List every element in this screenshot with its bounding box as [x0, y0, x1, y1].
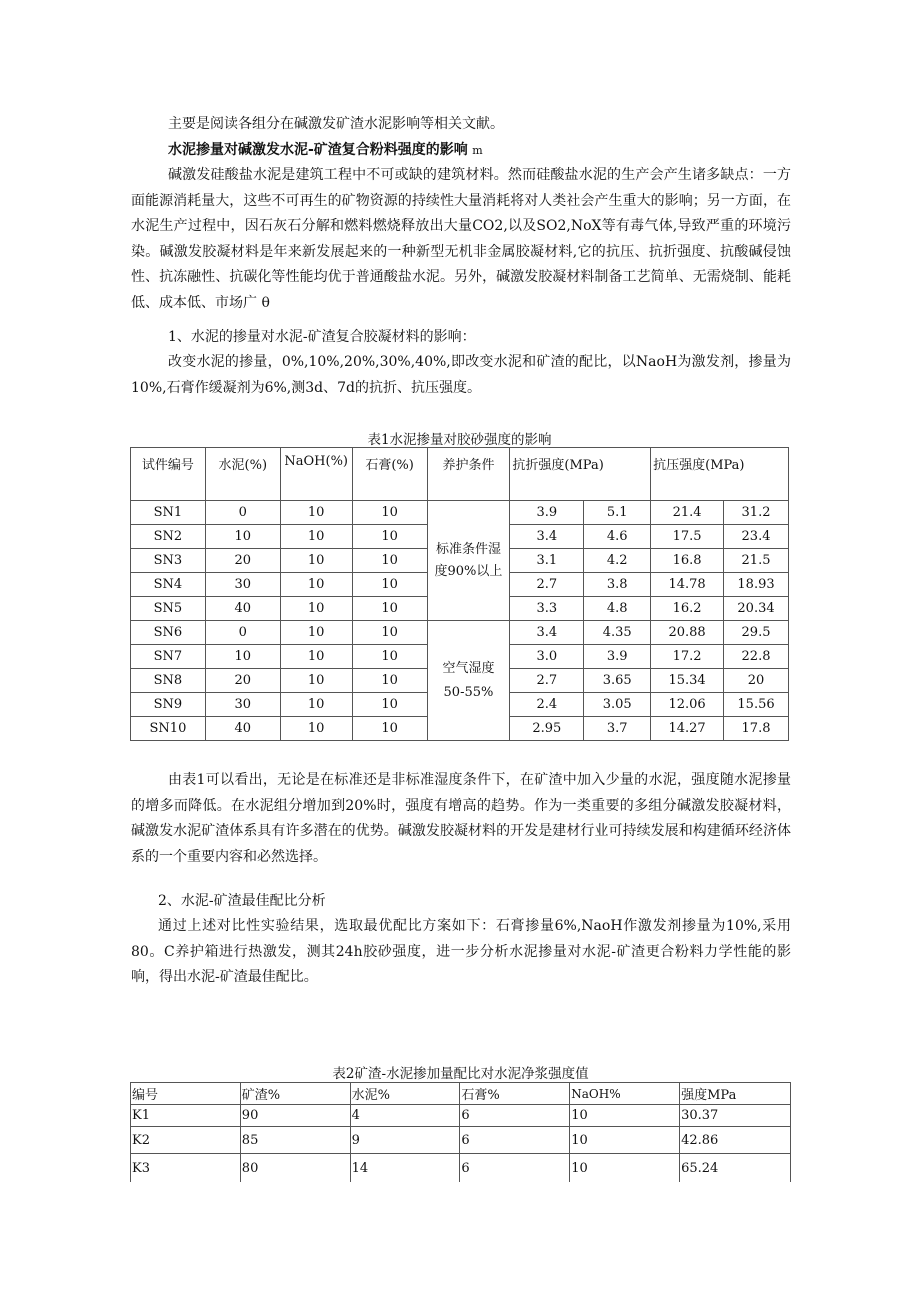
table-row [131, 501, 789, 525]
cell: 3.05 [584, 693, 651, 717]
cell: 30 [205, 693, 280, 717]
cell: 10 [352, 717, 427, 741]
header-cell: 编号 [131, 1083, 241, 1105]
cell: 3.4 [510, 525, 584, 549]
cell: SN7 [131, 645, 206, 669]
cell: 14.27 [651, 717, 724, 741]
analysis-paragraph: 由表1可以看出，无论是在标准还是非标准湿度条件下，在矿渣中加入少量的水泥，强度随水泥掺量的增多而降低。在水泥组分增加到20%时，强度有增高的趋势。作为一类重要的多组分碱激发胶凝材料，碱激发水泥矿渣体系具有许多潜在的优势。碱激发胶凝材料的开发是建材行业可持续发展和构建循环经济体系的一个重要内容和必然选择。 [131, 772, 791, 865]
cell: 18.93 [724, 573, 789, 597]
cell: SN8 [131, 669, 206, 693]
cell: 10 [352, 525, 427, 549]
cell: 10 [280, 717, 352, 741]
cell: 85 [240, 1127, 350, 1154]
cell: 10 [280, 549, 352, 573]
table-row [131, 1127, 791, 1154]
header-cell: 养护条件 [427, 448, 510, 501]
cell: 16.2 [651, 597, 724, 621]
cell: 20 [205, 669, 280, 693]
cell: 29.5 [724, 621, 789, 645]
cell: 2.4 [510, 693, 584, 717]
cell: 14 [350, 1154, 460, 1183]
cell: 3.3 [510, 597, 584, 621]
cell: 22.8 [724, 645, 789, 669]
condition-standard-cell: 标准条件湿度90%以上 [427, 501, 510, 621]
heading-text: 水泥掺量对碱激发水泥-矿渣复合粉料强度的影响 [168, 142, 468, 158]
table2 [130, 1082, 791, 1182]
header-cell: 强度MPa [680, 1083, 791, 1105]
cell: 15.34 [651, 669, 724, 693]
cell: 31.2 [724, 501, 789, 525]
table-row [131, 1154, 791, 1183]
cell: 3.9 [510, 501, 584, 525]
cell: 3.9 [584, 645, 651, 669]
cell: 80 [240, 1154, 350, 1183]
cell: SN6 [131, 621, 206, 645]
header-cell: 石膏% [460, 1083, 570, 1105]
section2-title: 2、水泥-矿渣最佳配比分析 [158, 893, 326, 909]
cell: 20 [724, 669, 789, 693]
cell: 15.56 [724, 693, 789, 717]
heading-mark: m [472, 144, 483, 157]
header-cell: 试件编号 [131, 448, 206, 501]
cell: 17.5 [651, 525, 724, 549]
cell: 65.24 [680, 1154, 791, 1183]
cell: 12.06 [651, 693, 724, 717]
table1-caption: 表1水泥掺量对胶砂强度的影响 [367, 432, 552, 448]
table1-header-row [131, 448, 789, 501]
cell: 4 [350, 1105, 460, 1127]
cell: 17.8 [724, 717, 789, 741]
cell: 10 [205, 525, 280, 549]
header-cell: NaOH% [570, 1083, 680, 1105]
cell: SN10 [131, 717, 206, 741]
cell: 10 [205, 645, 280, 669]
section2-body: 通过上述对比性实验结果，选取最优配比方案如下：石膏掺量6%,NaoH作激发剂掺量为10%,采用80。C养护箱进行热激发，测其24h胶砂强度，进一步分析水泥掺量对水泥-矿渣更合粉料力学性能的影响，得出水泥-矿渣最佳配比。 [131, 918, 791, 986]
cell: 10 [352, 621, 427, 645]
header-cell: 抗压强度(MPa) [651, 448, 789, 501]
cell: 6 [460, 1105, 570, 1127]
cell: 3.7 [584, 717, 651, 741]
table2-header-row [131, 1083, 791, 1105]
cell: SN5 [131, 597, 206, 621]
cell: 10 [352, 597, 427, 621]
cell: 0 [205, 621, 280, 645]
cell: 21.4 [651, 501, 724, 525]
cell: SN9 [131, 693, 206, 717]
cell: 4.35 [584, 621, 651, 645]
cell: 10 [352, 645, 427, 669]
cell: 21.5 [724, 549, 789, 573]
cell: 10 [570, 1105, 680, 1127]
condition-air-cell: 空气湿度50-55% [427, 621, 510, 741]
header-cell: 水泥(%) [205, 448, 280, 501]
header-cell: NaOH(%) [280, 448, 352, 501]
section1-body: 改变水泥的掺量，0%,10%,20%,30%,40%,即改变水泥和矿渣的配比，以NaoH为激发剂，掺量为10%,石膏作缓凝剂为6%,测3d、7d的抗折、抗压强度。 [131, 354, 791, 396]
cell: 20.88 [651, 621, 724, 645]
cell: 14.78 [651, 573, 724, 597]
cell: 23.4 [724, 525, 789, 549]
intro-paragraph: 主要是阅读各组分在碱激发矿渣水泥影响等相关文献。 [168, 116, 504, 132]
cell: 3.65 [584, 669, 651, 693]
cell: 10 [280, 693, 352, 717]
cell: K2 [131, 1127, 241, 1154]
cell: 4.2 [584, 549, 651, 573]
cell: 10 [352, 501, 427, 525]
section1-title: 1、水泥的掺量对水泥-矿渣复合胶凝材料的影响： [168, 329, 476, 345]
cell: SN2 [131, 525, 206, 549]
cell: 9 [350, 1127, 460, 1154]
cell: 4.6 [584, 525, 651, 549]
cell: 5.1 [584, 501, 651, 525]
cell: 2.7 [510, 573, 584, 597]
background-paragraph: 碱激发硅酸盐水泥是建筑工程中不可或缺的建筑材料。然而硅酸盐水泥的生产会产生诸多缺点：一方面能源消耗量大，这些不可再生的矿物资源的持续性大量消耗将对人类社会产生重大的影响；另一方面，在水泥生产过程中，因石灰石分解和燃料燃烧释放出大量CO2,以及SO2,NoX等有毒气体,导致严重的环境污染。碱激发胶凝材料是年来新发展起来的一种新型无机非金属胶凝材料,它的抗压、抗折强度、抗酸碱侵蚀性、抗冻融性、抗碳化等性能均优于普通酸盐水泥。另外，碱激发胶凝材料制备工艺简单、无需烧制、能耗低、成本低、市场广 θ [131, 167, 791, 311]
table-row [131, 621, 789, 645]
cell: 40 [205, 717, 280, 741]
cell: 40 [205, 597, 280, 621]
cell: 42.86 [680, 1127, 791, 1154]
cell: SN1 [131, 501, 206, 525]
cell: 2.95 [510, 717, 584, 741]
cell: 10 [570, 1154, 680, 1183]
cell: 30.37 [680, 1105, 791, 1127]
cell: K1 [131, 1105, 241, 1127]
cell: 90 [240, 1105, 350, 1127]
cell: 2.7 [510, 669, 584, 693]
cell: 10 [280, 669, 352, 693]
cell: 10 [352, 669, 427, 693]
cell: 10 [280, 573, 352, 597]
header-cell: 抗折强度(MPa) [510, 448, 651, 501]
cell: 10 [280, 501, 352, 525]
cell: 16.8 [651, 549, 724, 573]
cell: 10 [570, 1127, 680, 1154]
cell: 17.2 [651, 645, 724, 669]
cell: 20 [205, 549, 280, 573]
cell: 3.4 [510, 621, 584, 645]
table-row [131, 1105, 791, 1127]
cell: SN3 [131, 549, 206, 573]
cell: 30 [205, 573, 280, 597]
cell: 10 [280, 645, 352, 669]
table1 [130, 447, 789, 741]
cell: 10 [280, 525, 352, 549]
cell: 6 [460, 1127, 570, 1154]
cell: 10 [280, 621, 352, 645]
cell: 10 [280, 597, 352, 621]
cell: 10 [352, 693, 427, 717]
cell: K3 [131, 1154, 241, 1183]
cell: 3.1 [510, 549, 584, 573]
cell: 10 [352, 549, 427, 573]
cell: 10 [352, 573, 427, 597]
header-cell: 矿渣% [240, 1083, 350, 1105]
header-cell: 石膏(%) [352, 448, 427, 501]
cell: 3.0 [510, 645, 584, 669]
cell: 3.8 [584, 573, 651, 597]
cell: 0 [205, 501, 280, 525]
table2-caption: 表2矿渣-水泥掺加量配比对水泥净浆强度值 [332, 1066, 589, 1082]
cell: 4.8 [584, 597, 651, 621]
section-heading [131, 138, 791, 164]
cell: SN4 [131, 573, 206, 597]
header-cell: 水泥% [350, 1083, 460, 1105]
cell: 20.34 [724, 597, 789, 621]
cell: 6 [460, 1154, 570, 1183]
